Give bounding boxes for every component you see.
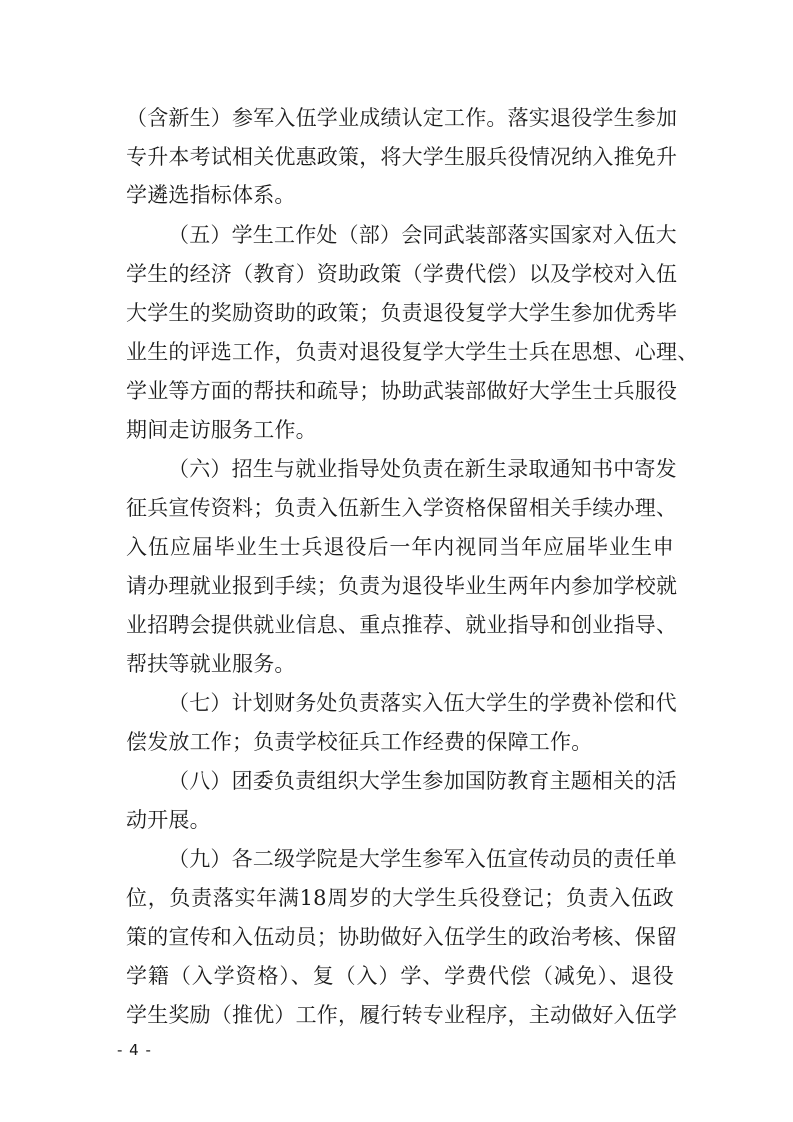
text-line: 学业等方面的帮扶和疏导；协助武装部做好大学生士兵服役 [126,379,678,403]
text-line: 学生的经济（教育）资助政策（学费代偿）以及学校对入伍 [126,262,678,286]
text-line: 入伍应届毕业生士兵退役后一年内视同当年应届毕业生申 [126,535,674,559]
text-line: 动开展。 [126,808,211,832]
text-line: 帮扶等就业服务。 [126,652,296,676]
text-line: 位，负责落实年满18周岁的大学生兵役登记；负责入伍政 [126,886,674,910]
text-line: 策的宣传和入伍动员；协助做好入伍学生的政治考核、保留 [126,925,678,949]
text-line: 征兵宣传资料；负责入伍新生入学资格保留相关手续办理、 [126,496,678,520]
paragraph-heading-9: （九）各二级学院是大学生参军入伍宣传动员的责任单 [168,847,677,871]
text-line: 业招聘会提供就业信息、重点推荐、就业指导和创业指导、 [126,613,678,637]
text-line: 期间走访服务工作。 [126,418,317,442]
paragraph-heading-7: （七）计划财务处负责落实入伍大学生的学费补偿和代 [168,691,677,715]
text-line: 业生的评选工作，负责对退役复学大学生士兵在思想、心理、 [126,340,699,364]
paragraph-heading-6: （六）招生与就业指导处负责在新生录取通知书中寄发 [168,457,677,481]
text-line: 偿发放工作；负责学校征兵工作经费的保障工作。 [126,730,593,754]
paragraph-heading-5: （五）学生工作处（部）会同武装部落实国家对入伍大 [168,223,677,247]
text-line: 专升本考试相关优惠政策，将大学生服兵役情况纳入推免升 [126,145,678,169]
text-line: 学遴选指标体系。 [126,183,296,207]
text-line: 学生奖励（推优）工作，履行转专业程序，主动做好入伍学 [126,1003,678,1027]
text-line: （含新生）参军入伍学业成绩认定工作。落实退役学生参加 [126,106,678,130]
paragraph-heading-8: （八）团委负责组织大学生参加国防教育主题相关的活 [168,769,677,793]
text-line: 请办理就业报到手续；负责为退役毕业生两年内参加学校就 [126,574,678,598]
text-line: 大学生的奖励资助的政策；负责退役复学大学生参加优秀毕 [126,301,678,325]
page-number: - 4 - [117,1041,152,1059]
text-line: 学籍（入学资格）、复（入）学、学费代偿（减免）、退役 [126,964,674,988]
